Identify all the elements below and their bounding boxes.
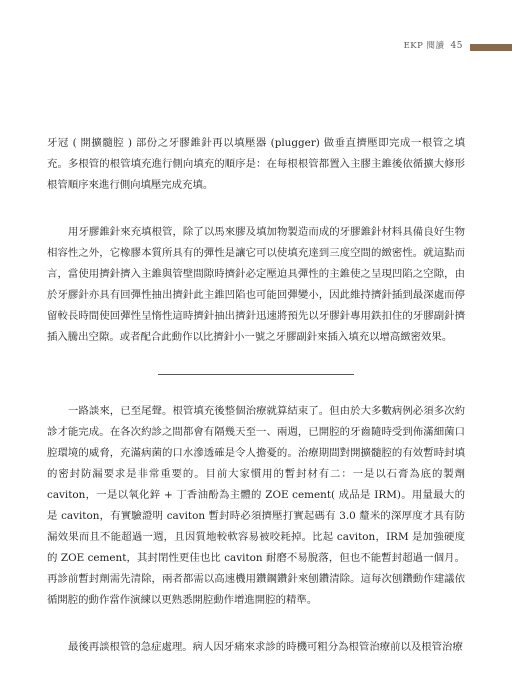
paragraph-2: 用牙膠錐針來充填根管，除了以馬來膠及填加物製造而成的牙膠錐針材料具備良好生物相容性之外，它橡膠本質所具有的彈性是讓它可以使填充達到三度空間的緻密性。就這點而言，當使用擠針擠入主錐與管壁間隙時擠針必定壓迫具彈性的主錐使之呈現凹陷之空隙，由於牙膠針亦具有回彈性抽出擠針此主錐凹陷也可能回彈變小，因此維持擠針插到最深處而停留較長時間使回彈性呈惰性這時擠針抽出擠針迅速將預先以牙膠針專用鉄扣住的牙膠副針擠插入騰出空隙。或者配合此動作以比擠針小一號之牙膠副針來插入填充以增高緻密效果。 bbox=[47, 226, 465, 343]
paragraph-1: 牙冠 ( 開擴髓腔 ) 部份之牙膠錐針再以填壓器 (plugger) 做垂直擠壓即完成一根管之填充。多根管的根管填充進行側向填充的順序是：在每根根管都置入主膠主錐後依循擴大修形根管順序來進行側向填壓完成充填。 bbox=[47, 137, 465, 191]
header-accent-bar bbox=[470, 44, 512, 51]
paragraph-4: 最後再談根管的急症處理。病人因牙痛來求診的時機可粗分為根管治療前以及根管治療 bbox=[68, 641, 463, 653]
running-header bbox=[404, 39, 463, 51]
page-header bbox=[0, 37, 512, 57]
page-number: 45 bbox=[450, 41, 463, 51]
section-divider bbox=[158, 374, 354, 375]
header-title: EKP 閱讀 bbox=[403, 41, 445, 51]
page-body bbox=[47, 133, 465, 684]
paragraph-3: 一路談來，已至尾聲。根管填充後整個治療就算結束了。但由於大多數病例必須多次約診才能完成。在各次約診之間都會有隔幾天至一、兩週，已開腔的牙齒隨時受到佈滿細菌口腔環境的威脅，充滿病菌的口水滲透確是令人擔憂的。治療期間對開擴髓腔的有效暫時封填的密封防漏要求是非常重要的。目前大家慣用的暫封材有二：一是以石膏為底的製劑 caviton，一是以氧化鋅 + 丁香油酚為主體的 ZOE cement( 成品是 IRM)。用量最大的是 caviton，有實驗證明 caviton 暫封時必須擠壓打實起碼有 3.0 釐米的深厚度才具有防漏效果而且不能超過一週，且因質地較軟容易被咬耗掉。比起 caviton，IRM 是加強硬度的 ZOE cement，其封閉性更佳也比 caviton 耐磨不易脫落，但也不能暫封超過一個月。再診前暫封劑需先清除，兩者都需以高速機用鑽鋼鑽針來刨鑽清除。這每次刨鑽動作建議依循開腔的動作當作演練以更熟悉開腔動作增進開腔的精準。 bbox=[47, 405, 465, 606]
